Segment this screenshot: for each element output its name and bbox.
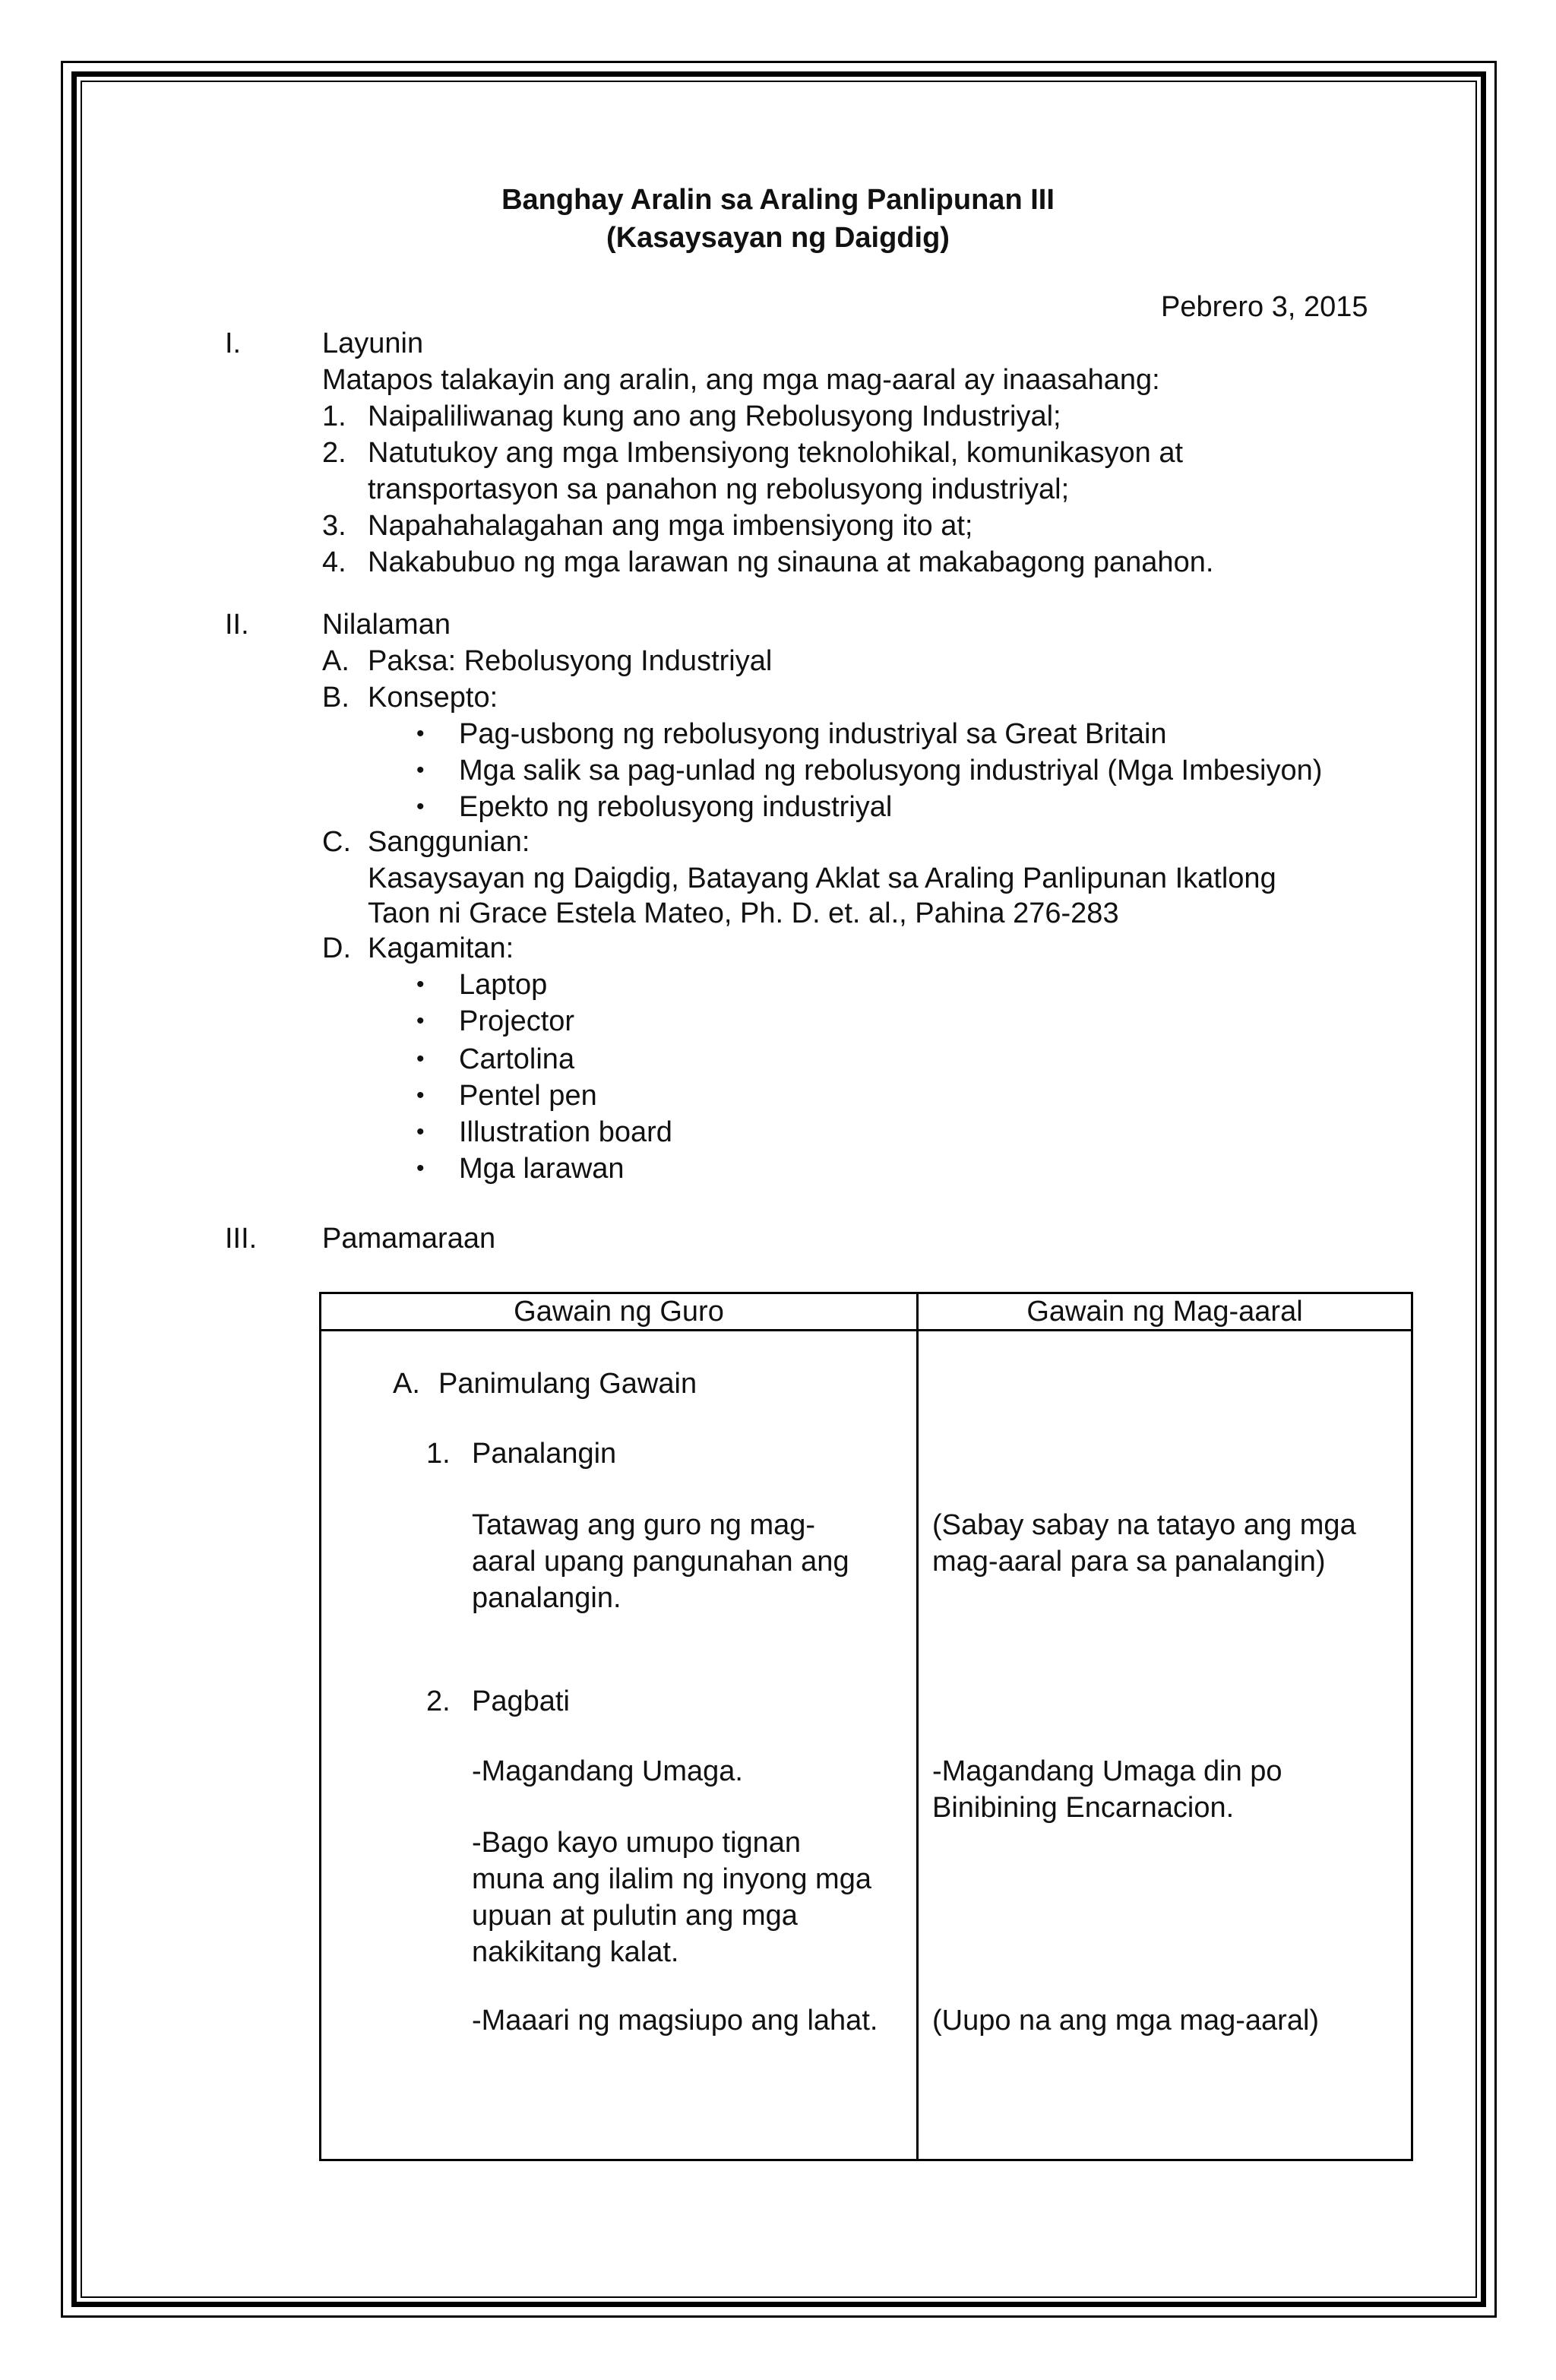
objective-number: 1.: [322, 400, 346, 432]
objective-number: 3.: [322, 510, 346, 542]
subsection-kagamitan: Kagamitan:: [368, 932, 514, 964]
section-1-intro: Matapos talakayin ang aralin, ang mga mag-aaral ay inaasahang:: [322, 364, 1160, 396]
objective-text-continued: transportasyon sa panahon ng rebolusyong industriyal;: [368, 473, 1070, 505]
material-item: Cartolina: [459, 1043, 575, 1075]
teacher-instruction: nakikitang kalat.: [472, 1936, 679, 1968]
subsection-sanggunian: Sanggunian:: [368, 826, 530, 858]
section-2-numeral: II.: [225, 609, 249, 641]
section-1-numeral: I.: [225, 328, 242, 359]
table-header-teacher: Gawain ng Guro: [514, 1296, 724, 1328]
bullet-icon: •: [416, 794, 425, 819]
table-column-divider: [916, 1294, 919, 2159]
teacher-instruction: aaral upang pangunahan ang: [472, 1546, 849, 1578]
table-header-student: Gawain ng Mag-aaral: [1026, 1296, 1303, 1328]
objective-text: Natutukoy ang mga Imbensiyong teknolohikal, komunikasyon at: [368, 437, 1184, 469]
reference-text-continued: Taon ni Grace Estela Mateo, Ph. D. et. al., Pahina 276-283: [368, 897, 1119, 929]
bullet-icon: •: [416, 758, 425, 783]
section-3-numeral: III.: [225, 1223, 258, 1255]
teacher-instruction: muna ang ilalim ng inyong mga: [472, 1863, 871, 1895]
material-item: Laptop: [459, 969, 548, 1001]
procedure-table: [319, 1292, 1413, 2161]
teacher-greeting: -Magandang Umaga.: [472, 1755, 743, 1787]
subsection-letter: C.: [322, 826, 351, 858]
bullet-icon: •: [416, 1046, 425, 1071]
objective-text: Nakabubuo ng mga larawan ng sinauna at makabagong panahon.: [368, 546, 1214, 578]
table-header-divider: [321, 1329, 1411, 1331]
teacher-instruction: -Maaari ng magsiupo ang lahat.: [472, 2005, 878, 2037]
bullet-icon: •: [416, 1083, 425, 1108]
teacher-instruction: Tatawag ang guro ng mag-: [472, 1509, 816, 1541]
subsection-letter: D.: [322, 932, 351, 964]
document-title: Banghay Aralin sa Araling Panlipunan III: [501, 184, 1055, 216]
concept-item: Epekto ng rebolusyong industriyal: [459, 791, 893, 823]
document-date: Pebrero 3, 2015: [1161, 291, 1368, 323]
teacher-item-label: 1.: [426, 1438, 451, 1470]
bullet-icon: •: [416, 1156, 425, 1181]
bullet-icon: •: [416, 1119, 425, 1144]
material-item: Illustration board: [459, 1116, 672, 1148]
teacher-instruction: panalangin.: [472, 1582, 621, 1614]
bullet-icon: •: [416, 1008, 425, 1033]
student-response: (Sabay sabay na tatayo ang mga: [932, 1509, 1356, 1541]
teacher-pagbati: Pagbati: [472, 1685, 570, 1717]
reference-text: Kasaysayan ng Daigdig, Batayang Aklat sa Araling Panlipunan Ikatlong: [368, 862, 1276, 894]
bullet-icon: •: [416, 972, 425, 997]
teacher-item-label: A.: [393, 1368, 420, 1400]
student-response: Binibining Encarnacion.: [932, 1792, 1235, 1824]
objective-number: 4.: [322, 546, 346, 578]
section-1-heading: Layunin: [322, 328, 424, 359]
objective-number: 2.: [322, 437, 346, 469]
student-response: mag-aaral para sa panalangin): [932, 1546, 1326, 1578]
section-2-heading: Nilalaman: [322, 609, 451, 641]
material-item: Projector: [459, 1005, 575, 1037]
teacher-instruction: upuan at pulutin ang mga: [472, 1900, 798, 1932]
subsection-konsepto: Konsepto:: [368, 682, 498, 714]
objective-text: Naipaliliwanag kung ano ang Rebolusyong Industriyal;: [368, 400, 1061, 432]
teacher-panalangin: Panalangin: [472, 1438, 617, 1470]
concept-item: Pag-usbong ng rebolusyong industriyal sa Great Britain: [459, 718, 1167, 750]
material-item: Pentel pen: [459, 1080, 597, 1112]
teacher-panimulang-gawain: Panimulang Gawain: [438, 1368, 697, 1400]
teacher-instruction: -Bago kayo umupo tignan: [472, 1827, 802, 1859]
concept-item: Mga salik sa pag-unlad ng rebolusyong industriyal (Mga Imbesiyon): [459, 755, 1323, 786]
subsection-letter: B.: [322, 682, 349, 714]
student-response: (Uupo na ang mga mag-aaral): [932, 2005, 1320, 2037]
teacher-item-label: 2.: [426, 1685, 451, 1717]
subsection-paksa: Paksa: Rebolusyong Industriyal: [368, 645, 773, 677]
document-subtitle: (Kasaysayan ng Daigdig): [606, 222, 950, 254]
section-3-heading: Pamamaraan: [322, 1223, 496, 1255]
objective-text: Napahahalagahan ang mga imbensiyong ito at;: [368, 510, 973, 542]
subsection-letter: A.: [322, 645, 349, 677]
student-response: -Magandang Umaga din po: [932, 1755, 1282, 1787]
bullet-icon: •: [416, 721, 425, 746]
material-item: Mga larawan: [459, 1153, 625, 1185]
